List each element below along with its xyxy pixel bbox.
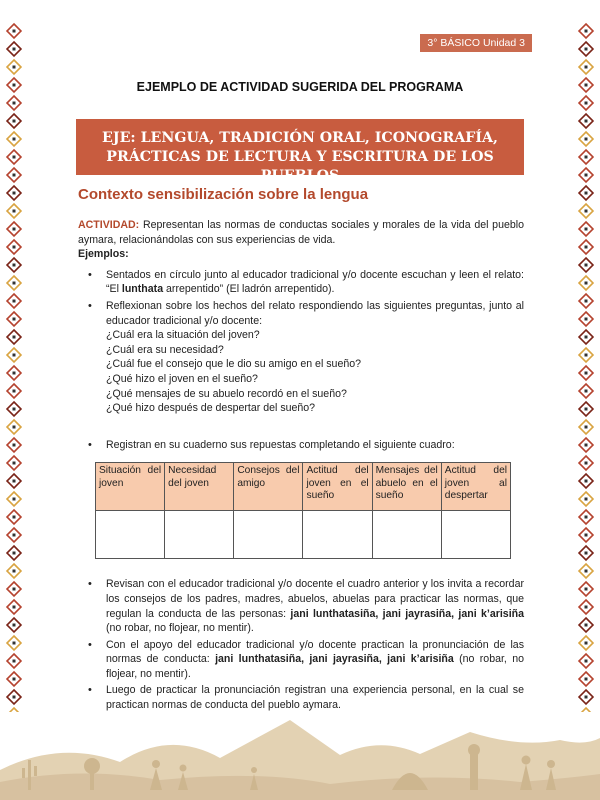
eje-banner — [76, 119, 524, 184]
table-row — [96, 511, 511, 559]
bullet-text: (no robar, no flojear, no mentir). — [106, 622, 254, 635]
bullet-text: Revisan con el educador tradicional y/o docente el cuadro anterior y los invita a recordar los consejos de los padres, madres, abuelos, abuelas para practicar las normas, que regulan la conducta de las personas: — [106, 578, 524, 620]
bullet-text: (no robar, no flojear, no mentir). — [106, 653, 524, 680]
activity-list — [78, 577, 524, 712]
table-header-cell: Situación del joven — [96, 463, 165, 511]
bullet-text: Con el apoyo del educador tradicional y/o docente practican la pronunciación de las normas de conducta: — [106, 638, 524, 666]
table-cell — [372, 511, 441, 559]
question: ¿Qué hizo el joven en el sueño? — [106, 372, 258, 385]
list-item — [78, 577, 524, 635]
decorative-border-left — [6, 22, 22, 712]
table-header-row — [96, 463, 511, 511]
bullet-bold-text: lunthata — [121, 283, 164, 296]
eje-line-2: PRÁCTICAS DE LECTURA Y ESCRITURA DE LOS PUEBLOS — [106, 149, 494, 184]
list-item — [78, 638, 524, 682]
question: ¿Cuál era su necesidad? — [106, 343, 224, 356]
activity-paragraph — [78, 218, 524, 247]
ejemplos-label: Ejemplos: — [78, 248, 129, 261]
grade-unit-badge: 3° BÁSICO Unidad 3 — [420, 34, 532, 52]
bullet-bold-text: jani lunthatasiña, jani jayrasiña, jani k’arisiña — [290, 607, 524, 620]
bullet-text: Registran en su cuaderno sus repuestas completando el siguiente cuadro: — [106, 438, 455, 451]
list-item — [78, 438, 524, 453]
table-header-cell: Consejos del amigo — [234, 463, 303, 511]
bullet-bold-text: jani lunthatasiña, jani jayrasiña, jani k’arisiña — [215, 653, 454, 666]
table-cell — [96, 511, 165, 559]
bullet-text: • Reflexionan sobre los hechos del relato respondiendo las siguientes preguntas, junto al educador tradicional y/o docente: — [106, 299, 524, 327]
table-cell — [303, 511, 372, 559]
section-title: Contexto sensibilización sobre la lengua — [78, 186, 369, 203]
table-header-cell: Actitud del joven en el sueño — [303, 463, 372, 511]
table-header-cell: Necesidad del joven — [165, 463, 234, 511]
decorative-border-right — [578, 22, 594, 712]
table-cell — [441, 511, 510, 559]
activity-list — [78, 438, 524, 453]
bullet-text: arrepentido” (El ladrón arrepentido). — [163, 283, 335, 296]
list-item — [78, 299, 524, 416]
activity-text: Representan las normas de conductas sociales y morales de la vida del pueblo aymara, relacionándolas con sus experiencias de vida. — [78, 219, 524, 246]
eje-line-1: EJE: LENGUA, TRADICIÓN ORAL, ICONOGRAFÍA, — [102, 130, 498, 146]
table-header-cell: Actitud del joven al despertar — [441, 463, 510, 511]
table-header-cell: Mensajes del abuelo en el sueño — [372, 463, 441, 511]
table-cell — [234, 511, 303, 559]
question: ¿Qué mensajes de su abuelo recordó en el sueño? — [106, 387, 347, 400]
activity-list — [78, 268, 524, 416]
bullet-text: Luego de practicar la pronunciación registran una experiencia personal, en la cual se practican normas de conducta del pueblo aymara. — [106, 684, 524, 712]
response-table — [95, 462, 511, 559]
question: ¿Cuál fue el consejo que le dio su amigo en el sueño? — [106, 358, 362, 371]
question: ¿Qué hizo después de despertar del sueño? — [106, 402, 316, 415]
document-title: EJEMPLO DE ACTIVIDAD SUGERIDA DEL PROGRAMA — [136, 80, 464, 94]
activity-content — [78, 218, 524, 715]
table-cell — [165, 511, 234, 559]
activity-label: ACTIVIDAD: — [78, 219, 140, 231]
bullet-text: Sentados en círculo junto al educador tradicional y/o docente escuchan y leen el relato: “El — [106, 268, 524, 296]
list-item — [78, 268, 524, 297]
landscape-footer-illustration — [0, 700, 600, 800]
question: ¿Cuál era la situación del joven? — [106, 329, 260, 342]
